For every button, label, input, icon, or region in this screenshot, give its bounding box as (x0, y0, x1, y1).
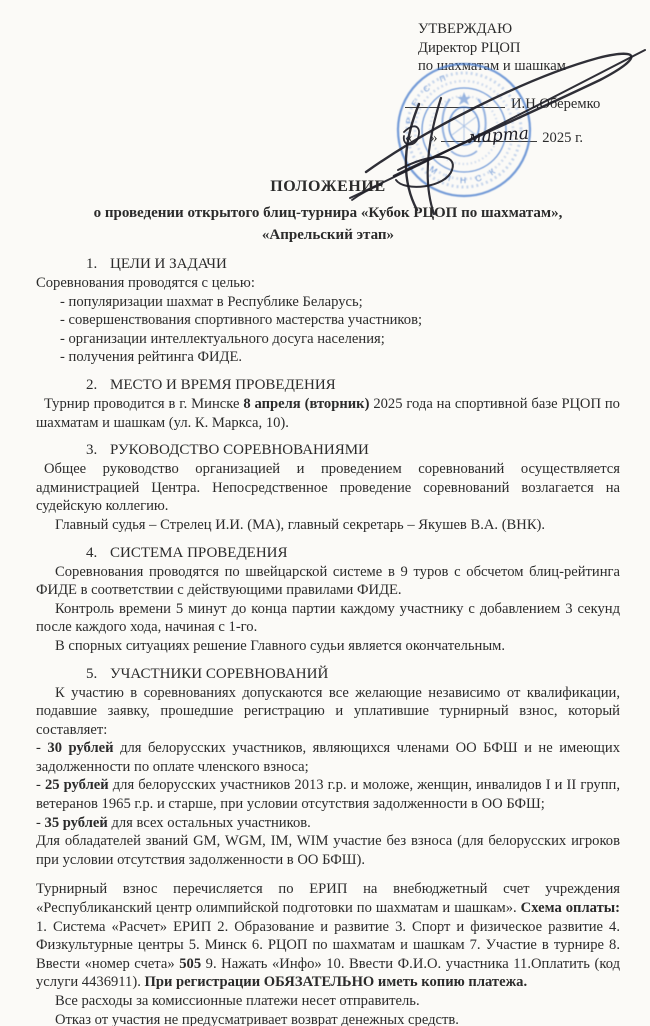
section-number: 4. (86, 544, 98, 561)
paragraph: В спорных ситуациях решение Главного судьи является окончательным. (55, 637, 506, 654)
section-number: 5. (86, 665, 98, 682)
section-heading-1 (36, 255, 620, 274)
section-heading-4 (36, 544, 620, 563)
subtitle-line-2: «Апрельский этап» (261, 227, 395, 243)
date-year: 2025 г. (542, 130, 584, 147)
section-heading-2 (36, 376, 620, 395)
signature-line (405, 95, 505, 108)
section-heading-3 (36, 441, 620, 460)
section-title: РУКОВОДСТВО СОРЕВНОВАНИЯМИ (110, 442, 369, 459)
document-body (36, 255, 620, 1026)
approval-position-line1: Директор РЦОП (418, 39, 521, 56)
paragraph: Общее руководство организацией и проведением соревнований осуществляется администрацией Центра. Непосредственное проведение соревнований возлагается на судейскую коллегию. (36, 461, 620, 515)
document-content (36, 176, 620, 1026)
paragraph: - организации интеллектуального досуга населения; (60, 330, 385, 347)
paragraph: Турнир проводится в г. Минске 8 апреля (вторник) 2025 года на спортивной базе РЦОП по шахматам и шашкам (ул. К. Маркса, 10). (36, 395, 620, 431)
approval-authorize: УТВЕРЖДАЮ (418, 21, 513, 37)
stamp-ring-text-left: Р Е С П (404, 71, 452, 125)
section-title: ЦЕЛИ И ЗАДАЧИ (110, 256, 227, 272)
section-heading-5 (36, 665, 620, 684)
date-quote-open: « (405, 130, 413, 147)
paragraph: Соревнования проводятся по швейцарской системе в 9 туров с обсчетом блиц-рейтинга ФИДЕ в соответствии с действующими правилами ФИДЕ. (36, 563, 620, 599)
approval-block (405, 20, 647, 148)
section-number: 1. (86, 256, 98, 272)
paragraph: Турнирный взнос перечисляется по ЕРИП на внебюджетный счет учреждения «Республиканский центр олимпийской подготовки по шахматам и шашкам». Схема оплаты: 1. Система «Расчет» ЕРИП 2. Образование и развитие 3. Спорт и физическое развитие 4. Физкультурные центры 5. Минск 6. РЦОП по шахматам и шашкам 7. Участие в турнире 8. Ввести «номер счета» 505 9. Нажать «Инфо» 10. Ввести Ф.И.О. участника 11.Оплатить (код услуги 4436911). При регистрации ОБЯЗАТЕЛЬНО иметь копию платежа. (36, 881, 620, 991)
date-month-line (441, 126, 537, 142)
paragraph: Отказ от участия не предусматривает возврат денежных средств. (55, 1011, 459, 1026)
paragraph: - совершенствования спортивного мастерства участников; (60, 312, 423, 329)
paragraph: - популяризации шахмат в Республике Беларусь; (60, 293, 363, 310)
section-number: 3. (86, 442, 98, 459)
approval-position-line2: по шахматам и шашкам (418, 58, 566, 75)
paragraph: Соревнования проводятся с целью: (36, 275, 255, 291)
stamp-ring-text-bottom: М И Н С К (427, 163, 501, 186)
section-title: СИСТЕМА ПРОВЕДЕНИЯ (110, 544, 288, 561)
paragraph: - 35 рублей для всех остальных участников. (36, 814, 311, 831)
section-number: 2. (86, 376, 98, 393)
signer-name: И.Н.Оберемко (511, 95, 601, 112)
section-title: УЧАСТНИКИ СОРЕВНОВАНИЙ (110, 665, 329, 682)
date-day-blank (412, 132, 430, 142)
date-quote-close: » (430, 130, 438, 147)
paragraph: Все расходы за комиссионные платежи несет отправитель. (55, 993, 420, 1009)
document-subtitle (36, 202, 620, 246)
paragraph: - 25 рублей для белорусских участников 2013 г.р. и моложе, женщин, инвалидов I и II групп, ветеранов 1965 г.р. и старше, при условии отсутствия задолженности в ОО БФШ; (36, 777, 620, 813)
subtitle-line-1: о проведении открытого блиц-турнира «Кубок РЦОП по шахматам», (93, 205, 563, 221)
paragraph: Главный судья – Стрелец И.И. (МА), главный секретарь – Якушев В.А. (ВНК). (55, 516, 546, 533)
date-row (405, 123, 647, 148)
paragraph: Для обладателей званий GM, WGM, IM, WIM участие без взноса (для белорусских игроков при условии отсутствия задолженности в ОО БФШ). (36, 833, 620, 868)
paragraph: - получения рейтинга ФИДЕ. (60, 349, 243, 366)
paragraph: - 30 рублей для белорусских участников, являющихся членами ОО БФШ и не имеющих задолженности по оплате членского взноса; (36, 740, 621, 775)
signature-row (405, 95, 647, 114)
document-title: ПОЛОЖЕНИЕ (270, 178, 386, 195)
section-title: МЕСТО И ВРЕМЯ ПРОВЕДЕНИЯ (110, 376, 336, 393)
paragraph: Контроль времени 5 минут до конца партии каждому участнику с добавлением 3 секунд после каждого хода, начиная с 1-го. (36, 600, 620, 636)
handwritten-month: марта (466, 123, 530, 148)
paragraph: К участию в соревнованиях допускаются все желающие независимо от квалификации, подавшие заявку, прошедшие регистрацию и уплатившие турнирный взнос, который составляет: (36, 684, 620, 738)
